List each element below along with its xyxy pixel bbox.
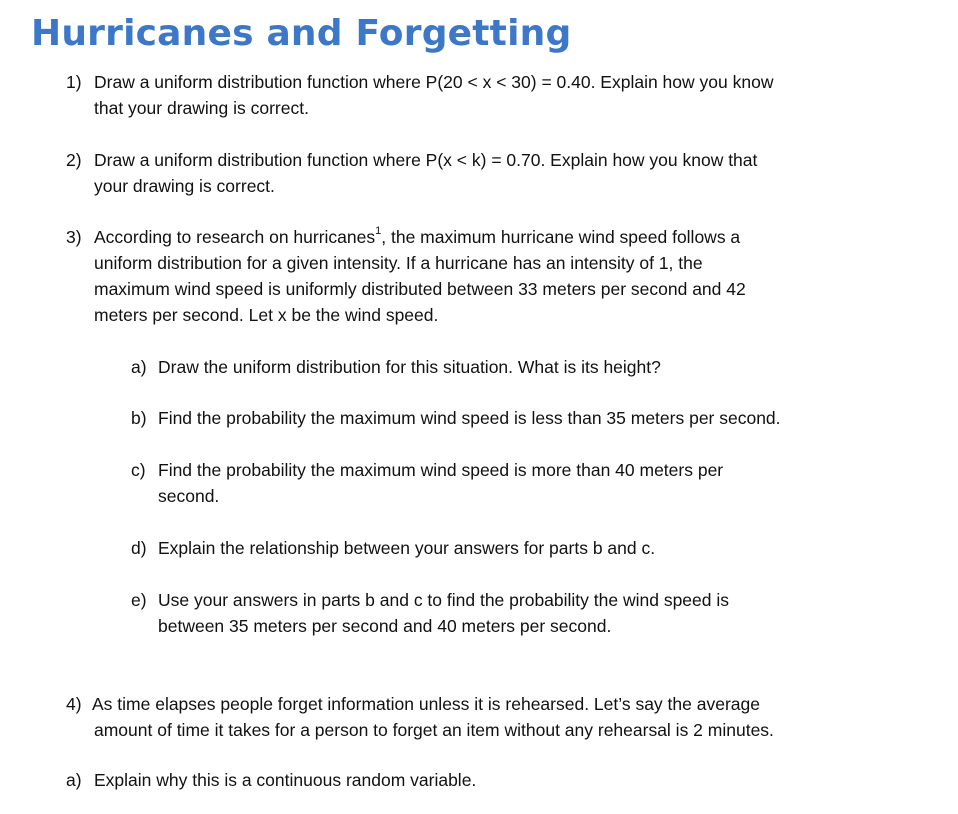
part-b-line-1: Find the probability the maximum wind speed is less than 35 meters per second. <box>158 408 781 428</box>
question-4-part-a-label: a) <box>66 770 82 790</box>
question-1-number: 1) <box>66 72 82 92</box>
part-c-line-2: second. <box>158 486 220 506</box>
question-2-line-1: Draw a uniform distribution function where P(x < k) = 0.70. Explain how you know that <box>94 150 758 170</box>
question-4-number: 4) <box>66 694 82 714</box>
question-2-line-2: your drawing is correct. <box>94 176 275 196</box>
question-3-line-2: uniform distribution for a given intensity. If a hurricane has an intensity of 1, the <box>94 253 703 273</box>
part-e-line-2: between 35 meters per second and 40 meters per second. <box>158 616 612 636</box>
question-4-part-a-line-1: Explain why this is a continuous random variable. <box>94 770 477 790</box>
question-3 <box>66 224 746 328</box>
question-3-line-4: meters per second. Let x be the wind speed. <box>94 305 439 325</box>
page-title: Hurricanes and Forgetting <box>31 13 572 54</box>
question-4-line-2: amount of time it takes for a person to forget an item without any rehearsal is 2 minutes. <box>94 720 774 740</box>
question-3-part-c <box>131 457 723 509</box>
question-3-part-a <box>131 354 661 380</box>
question-1 <box>66 69 773 121</box>
question-4-part-a <box>66 767 476 793</box>
question-4 <box>66 691 774 743</box>
part-d-line-1: Explain the relationship between your answers for parts b and c. <box>158 538 656 558</box>
question-2-number: 2) <box>66 150 82 170</box>
question-3-number: 3) <box>66 227 82 247</box>
question-1-line-2: that your drawing is correct. <box>94 98 309 118</box>
question-3-line-3: maximum wind speed is uniformly distributed between 33 meters per second and 42 <box>94 279 746 299</box>
question-3-part-b <box>131 405 781 431</box>
part-a-label: a) <box>131 357 147 377</box>
question-1-line-1: Draw a uniform distribution function where P(20 < x < 30) = 0.40. Explain how you know <box>94 72 774 92</box>
question-3-line-1-end: , the maximum hurricane wind speed follows a <box>381 227 741 247</box>
part-c-label: c) <box>131 460 146 480</box>
question-3-part-e <box>131 587 729 639</box>
part-c-line-1: Find the probability the maximum wind speed is more than 40 meters per <box>158 460 724 480</box>
part-e-label: e) <box>131 590 147 610</box>
question-3-line-1-start: According to research on hurricanes <box>94 227 376 247</box>
part-d-label: d) <box>131 538 147 558</box>
question-2 <box>66 147 757 199</box>
question-4-line-1: As time elapses people forget information unless it is rehearsed. Let’s say the average <box>92 694 760 714</box>
question-3-part-d <box>131 535 655 561</box>
part-e-line-1: Use your answers in parts b and c to find the probability the wind speed is <box>158 590 730 610</box>
part-a-line-1: Draw the uniform distribution for this situation. What is its height? <box>158 357 661 377</box>
footnote-marker: 1 <box>375 225 382 238</box>
question-3-line-1 <box>94 224 746 250</box>
part-b-label: b) <box>131 408 147 428</box>
